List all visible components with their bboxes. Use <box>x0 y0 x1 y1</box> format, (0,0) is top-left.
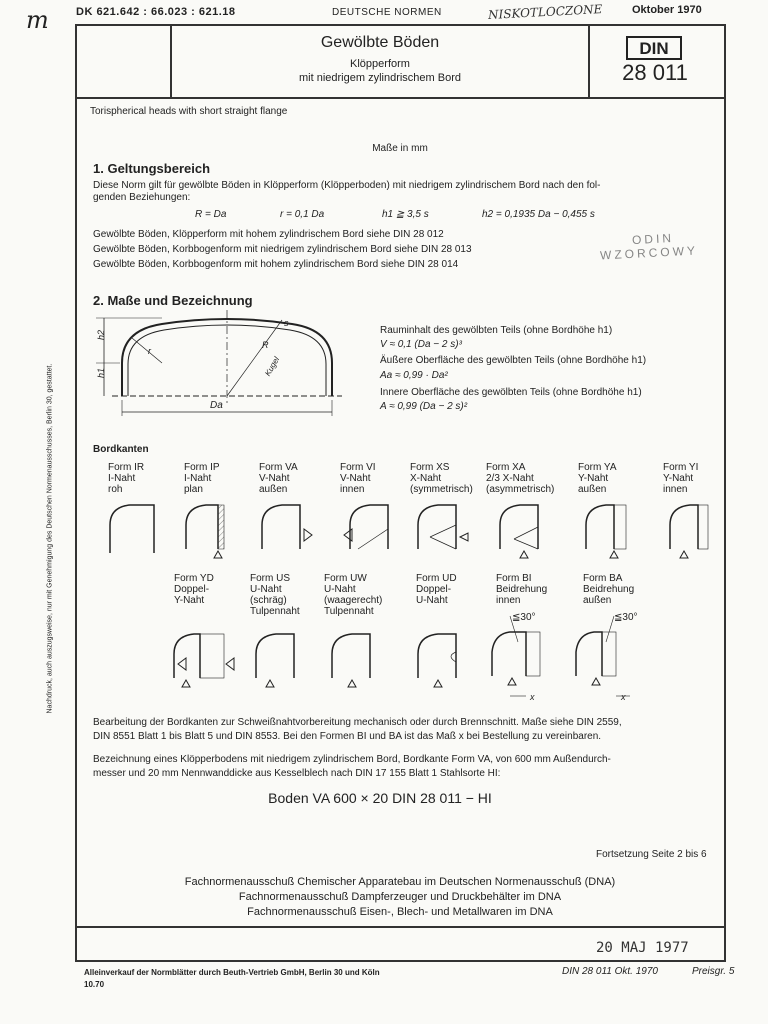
outer-surface-formula: Aa ≈ 0,99 · Da² <box>380 370 448 381</box>
edge-shape-VI <box>340 503 400 559</box>
dim-kugel: Kugel <box>263 355 282 378</box>
stamp-wzorcowy: WZORCOWY <box>599 243 699 263</box>
dim-r: r <box>148 346 151 356</box>
reference-2: Gewölbte Böden, Korbbogenform mit niedrigem zylindrischem Bord siehe DIN 28 013 <box>93 244 472 255</box>
form-label-YI: Form YI Y-Naht innen <box>663 462 699 495</box>
stamp-odin: ODIN <box>631 230 675 248</box>
angle-BA: ≦30° <box>614 612 638 623</box>
note-2-line-1: Bezeichnung eines Klöpperbodens mit niedrigem zylindrischem Bord, Bordkante Form VA, von 600 mm Außendurch- <box>93 754 611 765</box>
form-label-VA: Form VA V-Naht außen <box>259 462 298 495</box>
form-label-XA: Form XA 2/3 X-Naht (asymmetrisch) <box>486 462 555 495</box>
header-divider <box>75 97 726 99</box>
form-label-IR: Form IR I-Naht roh <box>108 462 145 495</box>
section-1-line-2: genden Beziehungen: <box>93 192 191 203</box>
header-right-divider <box>588 24 590 98</box>
form-label-UW: Form UW U-Naht (waagerecht) Tulpennaht <box>324 573 383 617</box>
dim-x-BI: x <box>530 692 535 702</box>
footer-edition: 10.70 <box>84 980 105 989</box>
english-title: Torispherical heads with short straight flange <box>90 106 288 117</box>
form-label-BA: Form BA Beidrehung außen <box>583 573 635 606</box>
formula-h2: h2 = 0,1935 Da − 0,455 s <box>482 209 595 220</box>
committee-3: Fachnormenausschuß Eisen-, Blech- und Metallwaren im DNA <box>247 906 553 918</box>
document-subtitle-2: mit niedrigem zylindrischem Bord <box>299 72 461 84</box>
reprint-notice: Nachdruck, auch auszugsweise, nur mit Genehmigung des Deutschen Normenausschusses, Berlin 30, gestattet. <box>46 363 54 714</box>
edge-shape-XA <box>498 503 558 559</box>
dim-h1: h1 <box>96 367 107 379</box>
head-cross-section-drawing <box>92 308 362 423</box>
edge-shape-BI <box>486 612 558 704</box>
received-stamp-date: 20 MAJ 1977 <box>596 940 689 956</box>
edge-shape-YA <box>584 503 644 559</box>
reference-1: Gewölbte Böden, Klöpperform mit hohem zylindrischem Bord siehe DIN 28 012 <box>93 229 444 240</box>
committee-1: Fachnormenausschuß Chemischer Apparatebau im Deutschen Normenausschuß (DNA) <box>184 876 616 888</box>
inner-surface-label: Innere Oberfläche des gewölbten Teils (ohne Bordhöhe h1) <box>380 387 642 398</box>
dim-s: s <box>284 318 289 328</box>
designation-example: Boden VA 600 × 20 DIN 28 011 − HI <box>268 790 492 806</box>
handwritten-note: NISKOTLOCZONE <box>487 2 603 22</box>
edge-shape-YI <box>664 503 724 559</box>
edge-shape-UD <box>416 632 472 690</box>
edge-shape-BA <box>572 612 644 704</box>
edge-shape-IR <box>108 503 160 555</box>
footer-din-reference: DIN 28 011 Okt. 1970 <box>562 966 658 977</box>
dim-x-BA: x <box>621 692 626 702</box>
din-number: 28 011 <box>622 60 688 85</box>
handwritten-mark: m <box>26 6 49 34</box>
form-label-YD: Form YD Doppel- Y-Naht <box>174 573 214 606</box>
note-1-line-2: DIN 8551 Blatt 1 bis Blatt 5 und DIN 8553. Bei den Formen BI und BA ist das Maß x bei Bestellung zu vereinbaren. <box>93 731 602 742</box>
section-2-heading: 2. Maße und Bezeichnung <box>93 293 253 308</box>
form-label-VI: Form VI V-Naht innen <box>340 462 376 495</box>
dim-h2: h2 <box>96 329 107 341</box>
edge-shape-XS <box>416 503 476 559</box>
reference-3: Gewölbte Böden, Korbbogenform mit hohem zylindrischem Bord siehe DIN 28 014 <box>93 259 459 270</box>
continuation-note: Fortsetzung Seite 2 bis 6 <box>596 849 707 860</box>
document-subtitle-1: Klöpperform <box>350 58 410 70</box>
volume-formula: V ≈ 0,1 (Da − 2 s)³ <box>380 339 462 350</box>
edge-shape-US <box>254 632 310 690</box>
section-1-line-1: Diese Norm gilt für gewölbte Böden in Klöpperform (Klöpperboden) mit niedrigem zylindrischem Bord nach den fol- <box>93 180 601 191</box>
dk-number: DK 621.642 : 66.023 : 621.18 <box>76 6 236 18</box>
dim-R: R <box>262 340 269 350</box>
formula-h1: h1 ≧ 3,5 s <box>382 209 429 220</box>
footer-divider <box>75 926 726 928</box>
form-label-US: Form US U-Naht (schräg) Tulpennaht <box>250 573 300 617</box>
footer-price-group: Preisgr. 5 <box>692 966 735 977</box>
edge-shape-VA <box>260 503 320 559</box>
form-label-XS: Form XS X-Naht (symmetrisch) <box>410 462 473 495</box>
series-label: DEUTSCHE NORMEN <box>332 7 442 18</box>
footer-distributor: Alleinverkauf der Normblätter durch Beuth-Vertrieb GmbH, Berlin 30 und Köln <box>84 968 380 977</box>
din-logo <box>626 36 682 60</box>
form-label-UD: Form UD Doppel- U-Naht <box>416 573 457 606</box>
dim-Da: Da <box>210 400 223 411</box>
din-logo-text: DIN <box>639 39 669 58</box>
form-label-IP: Form IP I-Naht plan <box>184 462 220 495</box>
form-label-YA: Form YA Y-Naht außen <box>578 462 617 495</box>
inner-surface-formula: A ≈ 0,99 (Da − 2 s)² <box>380 401 468 412</box>
note-2-line-2: messer und 20 mm Nennwanddicke aus Kesselblech nach DIN 17 155 Blatt 1 Stahlsorte HI: <box>93 768 501 779</box>
edge-shape-IP <box>184 503 236 559</box>
edge-shape-YD <box>172 632 238 690</box>
issue-date: Oktober 1970 <box>632 4 702 16</box>
edge-shape-UW <box>330 632 386 690</box>
formula-r: r = 0,1 Da <box>280 209 325 220</box>
bordkanten-heading: Bordkanten <box>93 444 149 455</box>
volume-label: Rauminhalt des gewölbten Teils (ohne Bordhöhe h1) <box>380 325 613 336</box>
note-1-line-1: Bearbeitung der Bordkanten zur Schweißnahtvorbereitung mechanisch oder durch Brennschnitt. Maße siehe DIN 2559, <box>93 717 622 728</box>
section-1-heading: 1. Geltungsbereich <box>93 161 211 176</box>
formula-R: R = Da <box>195 209 227 220</box>
document-title: Gewölbte Böden <box>320 34 440 51</box>
outer-surface-label: Äußere Oberfläche des gewölbten Teils (ohne Bordhöhe h1) <box>380 355 647 366</box>
committee-2: Fachnormenausschuß Dampferzeuger und Druckbehälter im DNA <box>238 891 562 903</box>
form-label-BI: Form BI Beidrehung innen <box>496 573 548 606</box>
units-note: Maße in mm <box>372 143 428 154</box>
angle-BI: ≦30° <box>512 612 536 623</box>
